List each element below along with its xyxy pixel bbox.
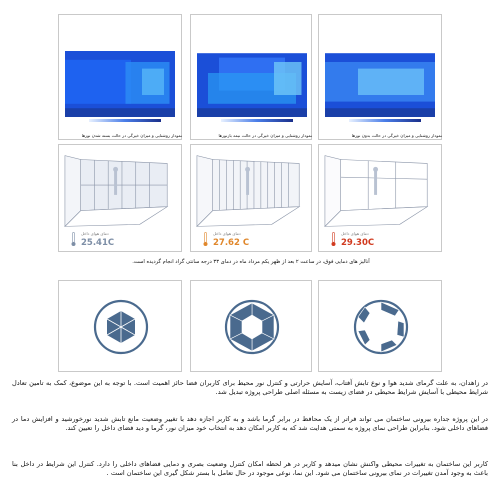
daylight-heatmap xyxy=(197,29,307,117)
aperture-panel-open xyxy=(318,280,442,372)
temp-label: دمای هوای داخل xyxy=(81,231,109,236)
temp-label: دمای هوای داخل xyxy=(341,231,369,236)
thermometer-icon xyxy=(203,231,208,247)
daylight-panel-half xyxy=(190,14,312,140)
analysis-note: آنالیز های دمایی فوق، در ساعت ۲ بعد از ظهر یکم مرداد ماه در دمای ۳۳ درجه سانتی گراد انجام گردیده است. xyxy=(132,259,370,265)
paragraph-1: در زاهدان، به علت گرمای شدید هوا و نوع تابش آفتاب، آسایش حرارتی و کنترل نور محیط برای کاربران فضا حائز اهمیت است. با توجه به این موضوع، کمک به تامین تعادل شرایط محیطی با آسایش شرایط محیطی در فضای زیست به مسئله اصلی طراحی پروژه تبدیل شد. xyxy=(12,379,488,397)
caption-closed: نمودار روشنایی و میزان خیرگی در حالت بسته شدن نورها xyxy=(81,133,182,138)
paragraph-2: در این پروژه جداره بیرونی ساختمان می تواند فراتر از یک محافظ در برابر گرما باشد و به کاربر اجازه دهد با تغییر وضعیت مانع تابش شدید نورخورشید و افزایش دما در فضاهای داخلی شود. بنابراین طراحی نمای پروژه به سمتی هدایت شد که به کاربر امکان دهد به انتخاب خود میزان نور، گرما و دید فضای داخل را تعیین کند. xyxy=(12,415,488,433)
temp-value: 29.30C xyxy=(341,238,375,248)
daylight-panel-closed xyxy=(58,14,182,140)
daylight-heatmap xyxy=(325,29,435,117)
aperture-panel-half xyxy=(190,280,312,372)
temp-value: 25.41C xyxy=(81,238,115,248)
facade-closed-drawing xyxy=(61,149,179,229)
daylight-heatmap xyxy=(65,29,175,117)
facade-panel-open xyxy=(318,144,442,252)
caption-half-open: نمودار روشنایی و میزان خیرگی در حالت نیمه بازنورها xyxy=(218,133,312,138)
aperture-half-icon xyxy=(222,297,282,357)
aperture-open-icon xyxy=(351,297,411,357)
facade-half-drawing xyxy=(193,149,311,229)
daylight-panel-open xyxy=(318,14,442,140)
legend-scale xyxy=(349,119,421,122)
facade-panel-half xyxy=(190,144,312,252)
thermometer-icon xyxy=(331,231,336,247)
caption-open: نمودار روشنایی و میزان خیرگی در حالت بدون نورها xyxy=(351,133,442,138)
aperture-panel-closed xyxy=(58,280,182,372)
legend-scale xyxy=(221,119,293,122)
legend-scale xyxy=(89,119,161,122)
facade-open-drawing xyxy=(321,149,439,229)
temp-label: دمای هوای داخل xyxy=(213,231,241,236)
aperture-closed-icon xyxy=(91,297,151,357)
facade-panel-closed xyxy=(58,144,182,252)
paragraph-3: کاربر این ساختمان به تغییرات محیطی واکنش نشان میدهد و کاربر در هر لحظه امکان کنترل وضعیت بصری و دمایی فضاهای داخلی را دارد. کنترل این شرایط در داخل بنا باعث به وجود آمدن تغییرات در نمای بیرونی ساختمان می شود. این نما، نوعی موجود در حال تعامل با بستر شکل گیری این ساختمان است . xyxy=(12,460,488,478)
thermometer-icon xyxy=(71,231,76,247)
temp-value: 27.62 C xyxy=(213,238,250,248)
